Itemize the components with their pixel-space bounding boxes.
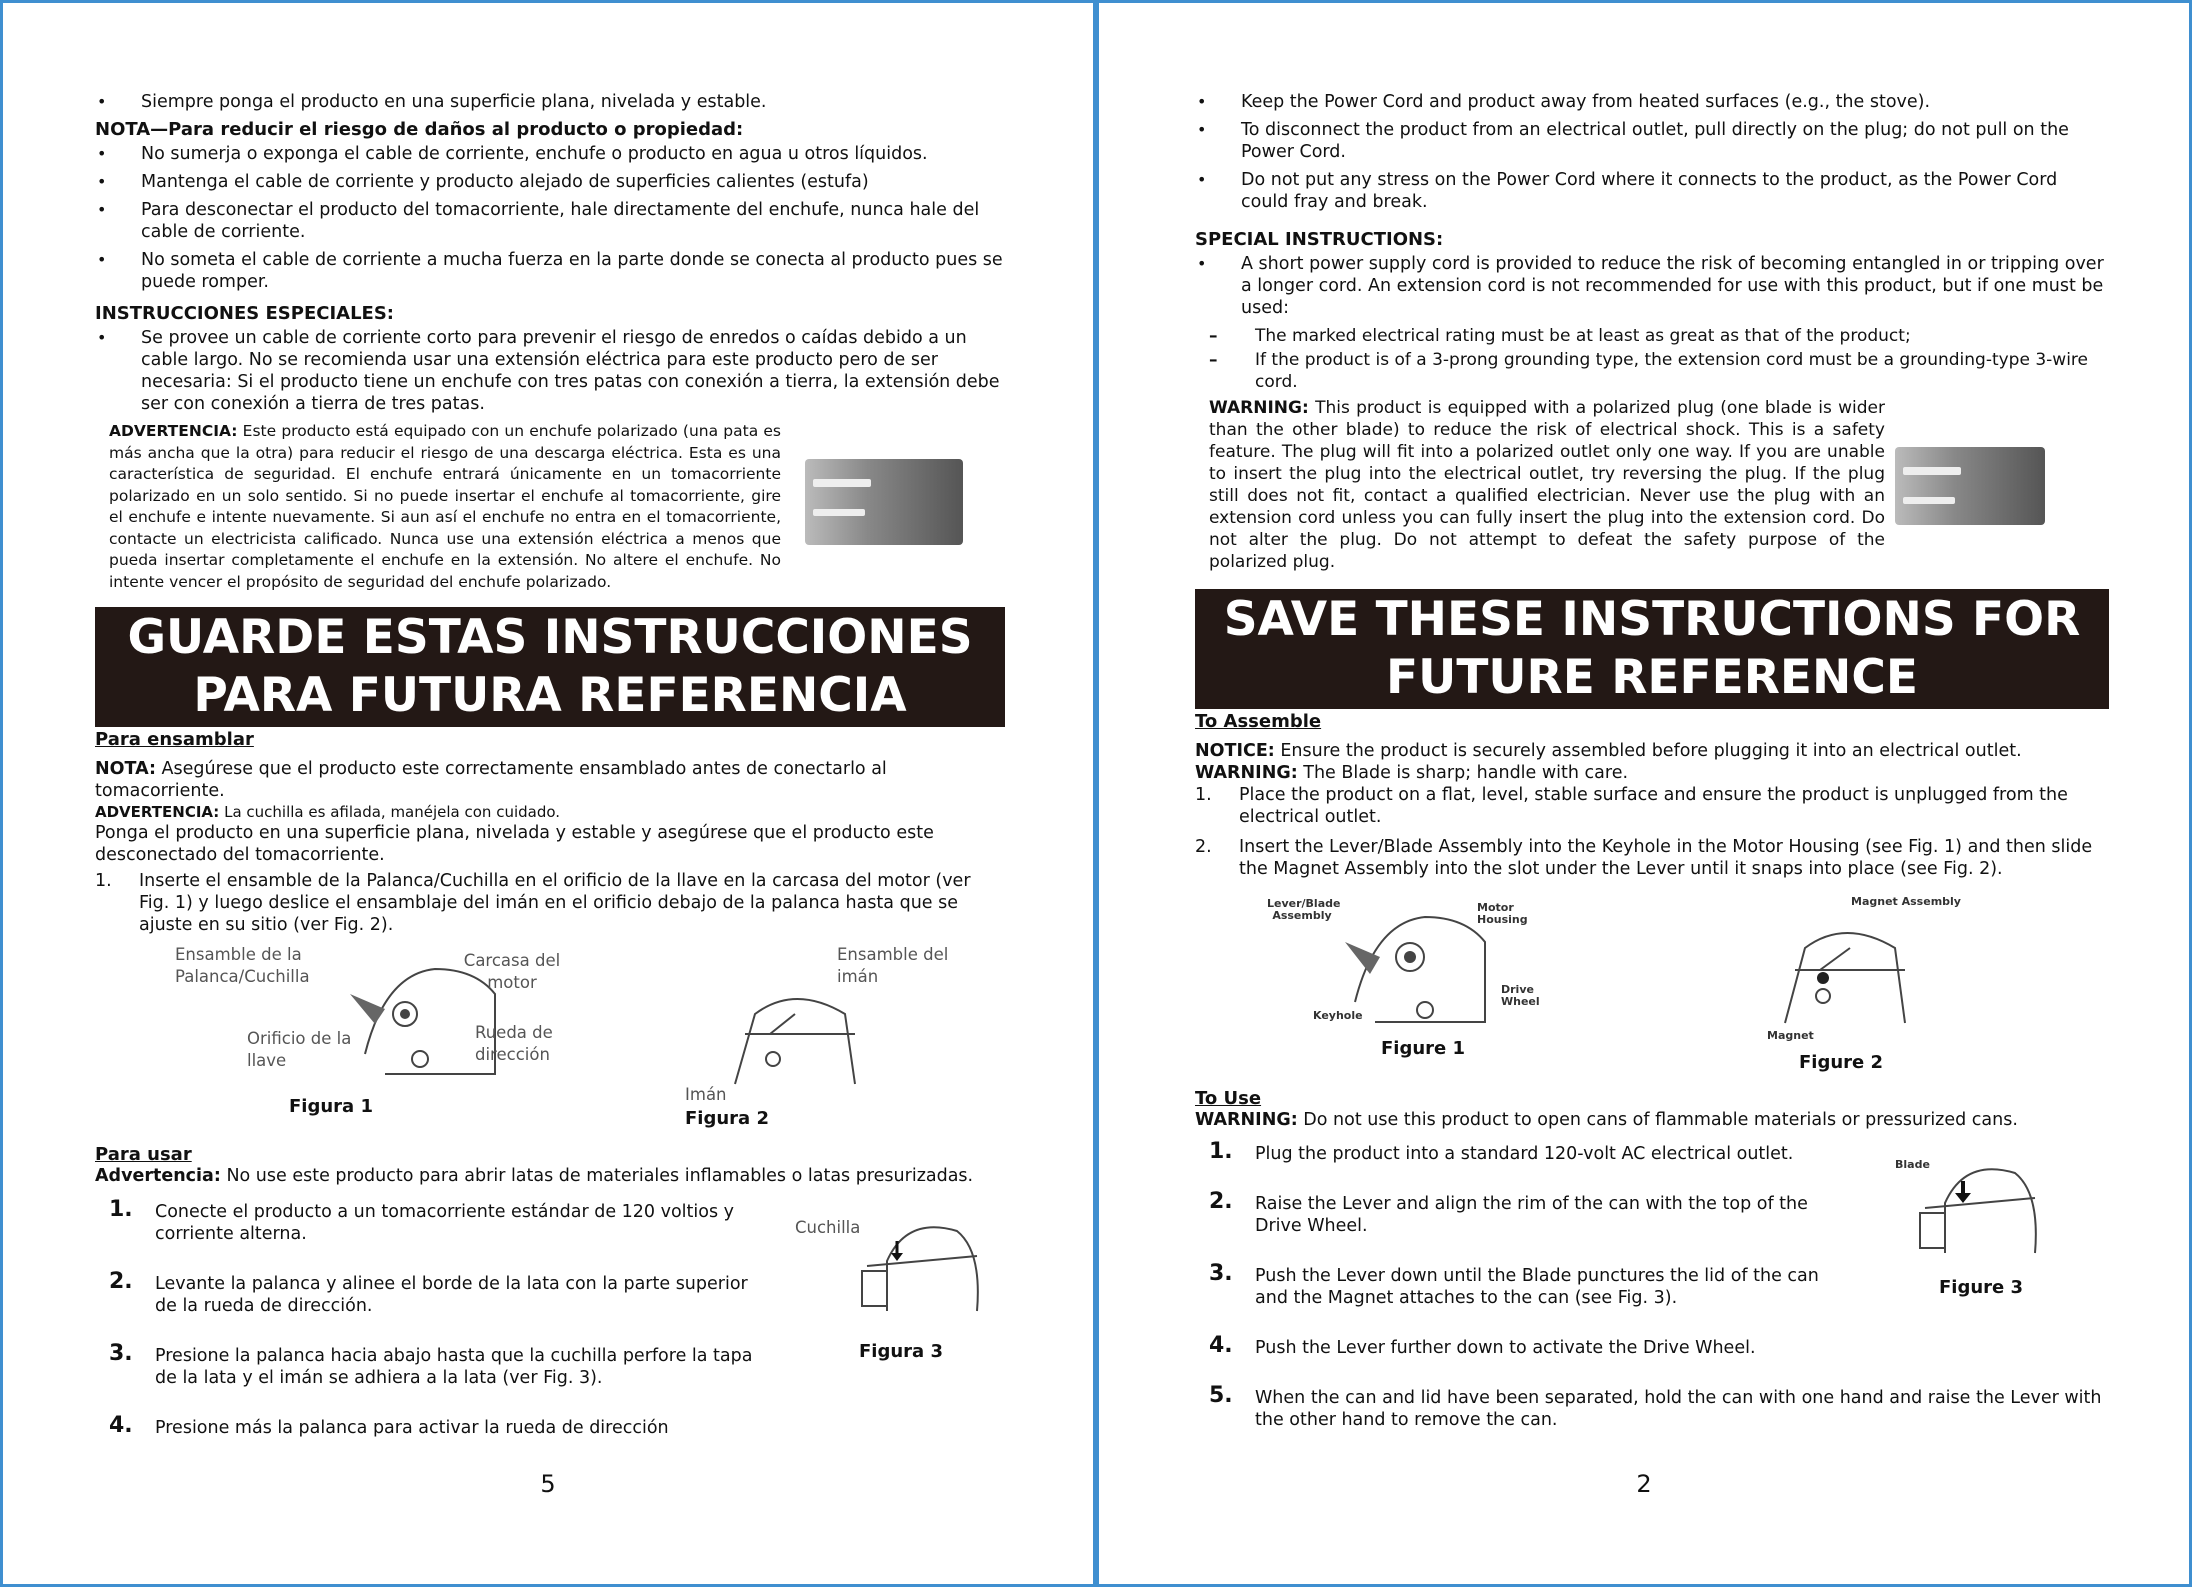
use-heading: Para usar — [95, 1144, 192, 1165]
use-warning-line — [95, 1165, 1005, 1187]
use-heading: To Use — [1195, 1088, 1262, 1109]
fig1-label-keyhole: Orificio de la llave — [247, 1029, 352, 1070]
page-english — [1096, 0, 2192, 1587]
use-step: 1. Conecte el producto a un tomacorriente estándar de 120 voltios y corriente alterna. — [109, 1197, 735, 1244]
warning-label: WARNING: — [1209, 398, 1309, 418]
use-step: 4. Push the Lever further down to activate the Drive Wheel. — [1209, 1333, 1756, 1358]
figure-3-drawing — [1915, 1153, 2045, 1263]
assemble-heading: To Assemble — [1195, 711, 1322, 732]
use-warning-label: Advertencia: — [95, 1166, 221, 1186]
polarized-plug-illustration — [805, 459, 963, 545]
warn2-label: WARNING: — [1195, 763, 1298, 783]
use-warning-text: Do not use this product to open cans of flammable materials or pressurized cans. — [1303, 1110, 2018, 1130]
page-number: 2 — [1636, 1470, 1652, 1498]
fig3-caption: Figura 3 — [859, 1341, 943, 1362]
special-dash: – The marked electrical rating must be at least as great as that of the product; — [1209, 325, 2109, 347]
fig2-caption: Figure 2 — [1799, 1052, 1884, 1073]
special-bullets — [95, 327, 1005, 415]
assembly-figures — [1195, 888, 2109, 1088]
fig2-label-magnet-assembly: Ensamble del imán — [837, 945, 949, 986]
cord-bullets — [1195, 91, 2109, 213]
use-warning-line — [1195, 1109, 2109, 1131]
use-warning-text: No use este producto para abrir latas de materiales inflamables o latas presurizadas. — [226, 1166, 974, 1186]
assemble-step: 2. Insert the Lever/Blade Assembly into the Keyhole in the Motor Housing (see Fig. 1) and then slide the Magnet Assembly into the slot under the Lever until it snaps into place (see Fig. 2). — [1195, 837, 2093, 879]
use-step: 2. Raise the Lever and align the rim of the can with the top of the Drive Wheel. — [1209, 1189, 1808, 1236]
assemble-steps — [95, 870, 1005, 936]
warning-label: ADVERTENCIA: — [109, 422, 238, 440]
use-step: 1. Plug the product into a standard 120-volt AC electrical outlet. — [1209, 1139, 1794, 1164]
nota-bullet: • No sumerja o exponga el cable de corriente, enchufe o producto en agua u otros líquidos. — [95, 143, 1005, 165]
assembly-figures — [95, 944, 1005, 1144]
fig1-label-housing: Carcasa del motor — [463, 951, 561, 992]
cord-bullet: • Do not put any stress on the Power Cord where it connects to the product, as the Power Cord could fray and break. — [1195, 169, 2109, 213]
special-dash: – If the product is of a 3-prong grounding type, the extension cord must be a grounding-type 3-wire cord. — [1209, 349, 2109, 393]
assemble-steps — [1195, 784, 2109, 880]
assemble-step: 1. Place the product on a flat, level, stable surface and ensure the product is unplugged from the electrical outlet. — [1195, 785, 2068, 827]
intro-bullets — [95, 91, 1005, 113]
fig1-caption: Figura 1 — [289, 1096, 373, 1117]
fig1-label-keyhole: Keyhole — [1313, 1009, 1363, 1022]
nota-text: Asegúrese que el producto este correctamente ensamblado antes de conectarlo al tomacorriente. — [95, 759, 887, 801]
fig1-label-lever: Lever/Blade Assembly — [1267, 897, 1341, 922]
nota-line — [95, 758, 1005, 802]
cord-bullet: • To disconnect the product from an electrical outlet, pull directly on the plug; do not pull on the Power Cord. — [1195, 119, 2109, 163]
nota-bullet: • Para desconectar el producto del tomacorriente, hale directamente del enchufe, nunca hale del cable de corriente. — [95, 199, 1005, 243]
adv-label: ADVERTENCIA: — [95, 803, 220, 821]
warn2-line — [1195, 762, 2109, 784]
fig2-label-magnet: Magnet — [1767, 1029, 1814, 1042]
special-bullet: • A short power supply cord is provided to reduce the risk of becoming entangled in or tripping over a longer cord. An extension cord is not recommended for use with this product, but if one must be used: — [1195, 253, 2109, 319]
place-text: Ponga el producto en una superficie plana, nivelada y estable y asegúrese que el producto este desconectado del tomacorriente. — [95, 823, 934, 865]
nota-bullets — [95, 143, 1005, 293]
use-section — [95, 1197, 1005, 1439]
fig1-label-wheel: Drive Wheel — [1501, 983, 1540, 1008]
fig2-label-magnet-assembly: Magnet Assembly — [1851, 895, 1961, 908]
use-step: 4. Presione más la palanca para activar la rueda de dirección — [109, 1413, 669, 1438]
use-step: 3. Presione la palanca hacia abajo hasta que la cuchilla perfore la tapa de la lata y el imán se adhiera a la lata (ver Fig. 3). — [109, 1341, 753, 1388]
special-dashes — [1209, 325, 2109, 393]
fig3-caption: Figure 3 — [1939, 1277, 2024, 1298]
fig1-caption: Figure 1 — [1381, 1038, 1466, 1059]
cord-bullet: • Keep the Power Cord and product away from heated surfaces (e.g., the stove). — [1195, 91, 2109, 113]
polarized-warning — [109, 421, 781, 593]
fig1-label-lever: Ensamble de la Palanca/Cuchilla — [175, 945, 310, 986]
notice-text: Ensure the product is securely assembled before plugging it into an electrical outlet. — [1280, 741, 2022, 761]
adv-line — [95, 802, 1005, 822]
figure-2-drawing — [1765, 908, 1915, 1033]
figure-2-drawing — [715, 974, 865, 1094]
use-steps — [95, 1197, 775, 1439]
special-bullets — [1195, 253, 2109, 319]
assemble-heading: Para ensamblar — [95, 729, 254, 750]
page-spanish-content — [95, 91, 1005, 1467]
save-instructions-banner: SAVE THESE INSTRUCTIONS FOR FUTURE REFERENCE — [1195, 589, 2109, 709]
fig2-label-magnet: Imán — [685, 1085, 727, 1104]
nota-label: NOTA: — [95, 759, 156, 779]
nota-bullet: • Mantenga el cable de corriente y producto alejado de superficies calientes (estufa) — [95, 171, 1005, 193]
fig1-label-wheel: Rueda de dirección — [475, 1023, 553, 1064]
use-step: 5. When the can and lid have been separated, hold the can with one hand and raise the Lever with the other hand to remove the can. — [1209, 1383, 2102, 1430]
intro-bullet: • Siempre ponga el producto en una superficie plana, nivelada y estable. — [95, 91, 1005, 113]
fig2-caption: Figura 2 — [685, 1108, 769, 1129]
use-step: 2. Levante la palanca y alinee el borde de la lata con la parte superior de la rueda de dirección. — [109, 1269, 748, 1316]
fig3-label-blade: Blade — [1895, 1158, 1930, 1171]
save-instructions-banner: GUARDE ESTAS INSTRUCCIONES PARA FUTURA REFERENCIA — [95, 607, 1005, 727]
page-english-content — [1195, 91, 2109, 1459]
warn2-text: The Blade is sharp; handle with care. — [1303, 763, 1629, 783]
notice-label: NOTICE: — [1195, 741, 1275, 761]
page-number: 5 — [540, 1470, 556, 1498]
special-heading: SPECIAL INSTRUCTIONS: — [1195, 229, 1444, 250]
nota-heading: NOTA—Para reducir el riesgo de daños al producto o propiedad: — [95, 119, 744, 140]
special-bullet: • Se provee un cable de corriente corto para prevenir el riesgo de enredos o caídas debido a un cable largo. No se recomienda usar una extensión eléctrica para este producto pero de ser necesaria: Si el producto tiene un enchufe con tres patas con conexión a tierra, la extensión debe ser con conexión a tierra de tres patas. — [95, 327, 1005, 415]
adv-text: La cuchilla es afilada, manéjela con cuidado. — [224, 803, 561, 821]
use-section — [1195, 1139, 2109, 1431]
use-warning-label: WARNING: — [1195, 1110, 1298, 1130]
fig3-label-blade: Cuchilla — [795, 1218, 861, 1237]
warning-text: This product is equipped with a polarized plug (one blade is wider than the other blade) to reduce the risk of electrical shock. This is a safety feature. The plug will fit into a polarized outlet only one way. If you are unable to insert the plug into the electrical outlet, try reversing the plug. If the plug still does not fit, contact a qualified electrician. Never use the plug with an extension cord unless you can fully insert the plug into the extension cord. Do not alter the plug. Do not attempt to defeat the safety purpose of the polarized plug. — [1209, 398, 1886, 572]
nota-bullet: • No someta el cable de corriente a mucha fuerza en la parte donde se conecta al producto pues se puede romper. — [95, 249, 1005, 293]
figure-3-drawing — [857, 1211, 987, 1321]
fig1-label-housing: Motor Housing — [1477, 901, 1528, 926]
polarized-plug-illustration — [1895, 447, 2045, 525]
polarized-warning — [1209, 397, 1885, 573]
assemble-step: 1. Inserte el ensamble de la Palanca/Cuchilla en el orificio de la llave en la carcasa del motor (ver Fig. 1) y luego deslice el ensamblaje del imán en el orificio debajo de la palanca hasta que se ajuste en su sitio (ver Fig. 2). — [95, 871, 971, 935]
notice-line — [1195, 740, 2109, 762]
use-step: 3. Push the Lever down until the Blade punctures the lid of the can and the Magnet attaches to the can (see Fig. 3). — [1209, 1261, 1819, 1308]
warning-text: Este producto está equipado con un enchufe polarizado (una pata es más ancha que la otra) para reducir el riesgo de una descarga eléctrica. Esta es una característica de seguridad. El enchufe entrará únicamente en un tomacorriente polarizado en un solo sentido. Si no puede insertar el enchufe al tomacorriente, gire el enchufe e intente nuevamente. Si aun así el enchufe no entra en el tomacorriente, contacte un electricista calificado. Nunca use una extensión eléctrica a menos que pueda insertar completamente el enchufe en la extensión. No altere el enchufe. No intente vencer el propósito de seguridad del enchufe polarizado. — [109, 422, 781, 591]
special-heading: INSTRUCCIONES ESPECIALES: — [95, 303, 395, 324]
